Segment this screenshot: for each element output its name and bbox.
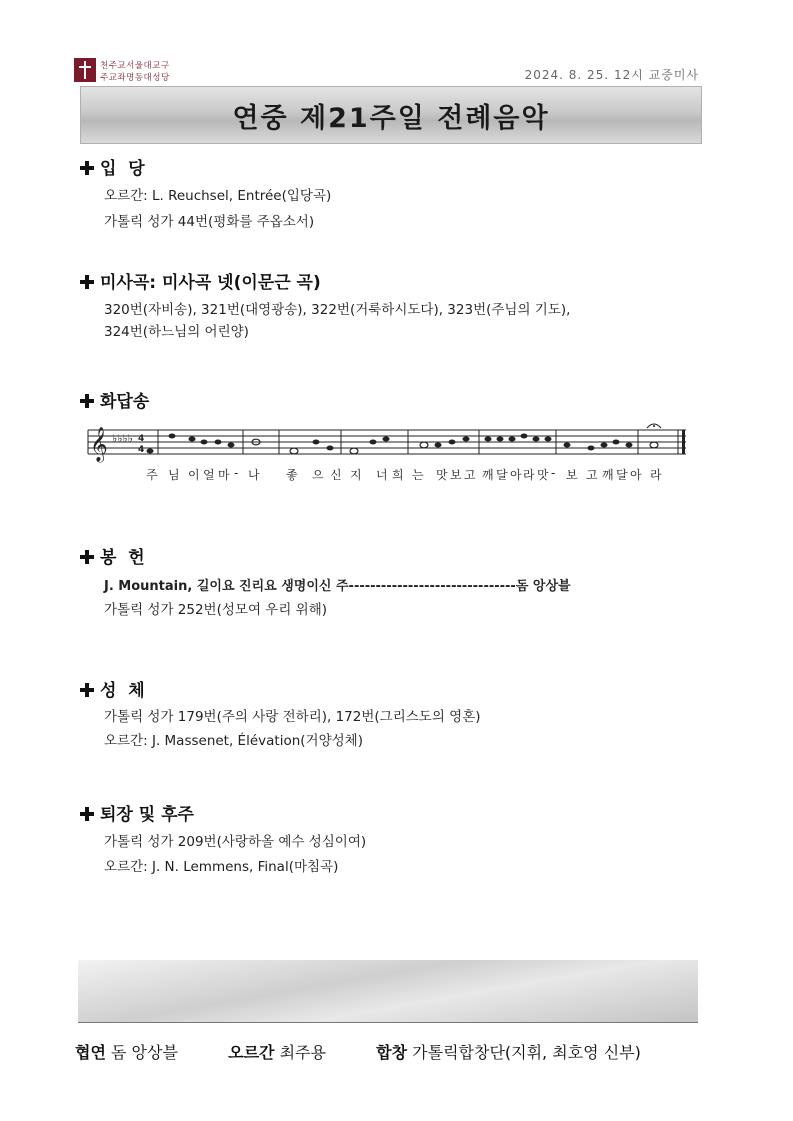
title-banner <box>80 86 702 144</box>
ensemble-label: 협연 <box>75 1043 106 1062</box>
lyric-syllable: - <box>551 466 556 480</box>
lyric-syllable: 마 <box>218 468 230 482</box>
lyric-syllable: 달 <box>616 468 628 482</box>
credits <box>75 1040 641 1063</box>
lyric-syllable: - <box>234 466 239 480</box>
communion-heading: 성 체 <box>80 676 145 701</box>
mass-heading: 미사곡: 미사곡 넷(이문근 곡) <box>80 268 321 293</box>
lyric-syllable: 라 <box>523 468 535 482</box>
lyric-syllable: 보 <box>566 468 578 482</box>
lyric-syllable: 신 <box>330 468 342 482</box>
communion-line-2: 오르간: J. Massenet, Élévation(거양성체) <box>104 733 363 749</box>
recessional-heading: 퇴장 및 후주 <box>80 800 194 825</box>
footer-banner <box>78 960 698 1023</box>
lyric-syllable: 얼 <box>203 468 215 482</box>
logo-line-2: 주교좌명동대성당 <box>100 73 170 83</box>
cross-icon <box>80 275 94 289</box>
lyric-syllable: 나 <box>248 468 260 482</box>
offertory-line-1: J. Mountain, 길이요 진리요 생명이신 주-------------------------------돔 앙상블 <box>104 579 571 594</box>
cross-icon <box>80 161 94 175</box>
entrance-heading: 입 당 <box>80 154 145 179</box>
lyric-syllable: 깨 <box>602 468 614 482</box>
lyric-syllable: 는 <box>412 468 424 482</box>
cathedral-logo-icon <box>74 58 96 82</box>
organist-name: 최주용 <box>279 1043 326 1062</box>
lyric-syllable: 지 <box>350 468 362 482</box>
cross-icon <box>80 807 94 821</box>
lyric-syllable: 희 <box>392 468 404 482</box>
entrance-line-2: 가톨릭 성가 44번(평화를 주옵소서) <box>104 214 315 230</box>
lyric-syllable: 아 <box>630 468 642 482</box>
cross-icon <box>80 550 94 564</box>
choir-name: 가톨릭합창단(지휘, 최호영 신부) <box>412 1043 641 1062</box>
lyric-syllable: 깨 <box>482 468 494 482</box>
offertory-heading: 봉 헌 <box>80 543 145 568</box>
ensemble-name: 돔 앙상블 <box>111 1043 178 1062</box>
lyric-syllable: 너 <box>376 468 388 482</box>
page-title: 연중 제21주일 전례음악 <box>232 102 550 134</box>
communion-line-1: 가톨릭 성가 179번(주의 사랑 전하리), 172번(그리스도의 영혼) <box>104 709 481 725</box>
lyric-syllable: 라 <box>650 468 662 482</box>
logo-line-1: 천주교서울대교구 <box>100 61 170 71</box>
lyric-syllable: 보 <box>450 468 462 482</box>
recessional-line-1: 가톨릭 성가 209번(사랑하올 예수 성심이여) <box>104 834 367 850</box>
offertory-line-2: 가톨릭 성가 252번(성모여 우리 위해) <box>104 602 327 618</box>
lyric-syllable: 이 <box>188 468 200 482</box>
svg-text:4: 4 <box>138 445 145 455</box>
parish-logo <box>74 58 194 84</box>
lyric-syllable: 좋 <box>286 468 298 482</box>
lyric-syllable: 으 <box>312 468 324 482</box>
recessional-line-2: 오르간: J. N. Lemmens, Final(마침곡) <box>104 859 339 875</box>
lyric-syllable: 맛 <box>537 468 549 482</box>
cross-icon <box>80 394 94 408</box>
lyric-syllable: 고 <box>464 468 476 482</box>
svg-text:♭♭♭♭: ♭♭♭♭ <box>112 432 133 445</box>
mass-line-2: 324번(하느님의 어린양) <box>104 324 249 340</box>
lyric-syllable: 맛 <box>436 468 448 482</box>
entrance-line-1: 오르간: L. Reuchsel, Entrée(입당곡) <box>104 188 332 204</box>
organ-label: 오르간 <box>228 1043 275 1062</box>
mass-date: 2024. 8. 25. 12시 교중미사 <box>524 68 699 82</box>
choir-label: 합창 <box>376 1043 408 1062</box>
svg-text:4: 4 <box>138 434 145 444</box>
svg-text:𝄞: 𝄞 <box>90 427 108 462</box>
lyric-syllable: 고 <box>586 468 598 482</box>
lyric-syllable: 님 <box>168 468 180 482</box>
lyric-syllable: 주 <box>146 468 158 482</box>
psalm-heading: 화답송 <box>80 387 149 412</box>
cross-icon <box>80 683 94 697</box>
lyric-syllable: 아 <box>510 468 522 482</box>
mass-line-1: 320번(자비송), 321번(대영광송), 322번(거룩하시도다), 323번(주님의 기도), <box>104 302 571 318</box>
lyric-syllable: 달 <box>496 468 508 482</box>
